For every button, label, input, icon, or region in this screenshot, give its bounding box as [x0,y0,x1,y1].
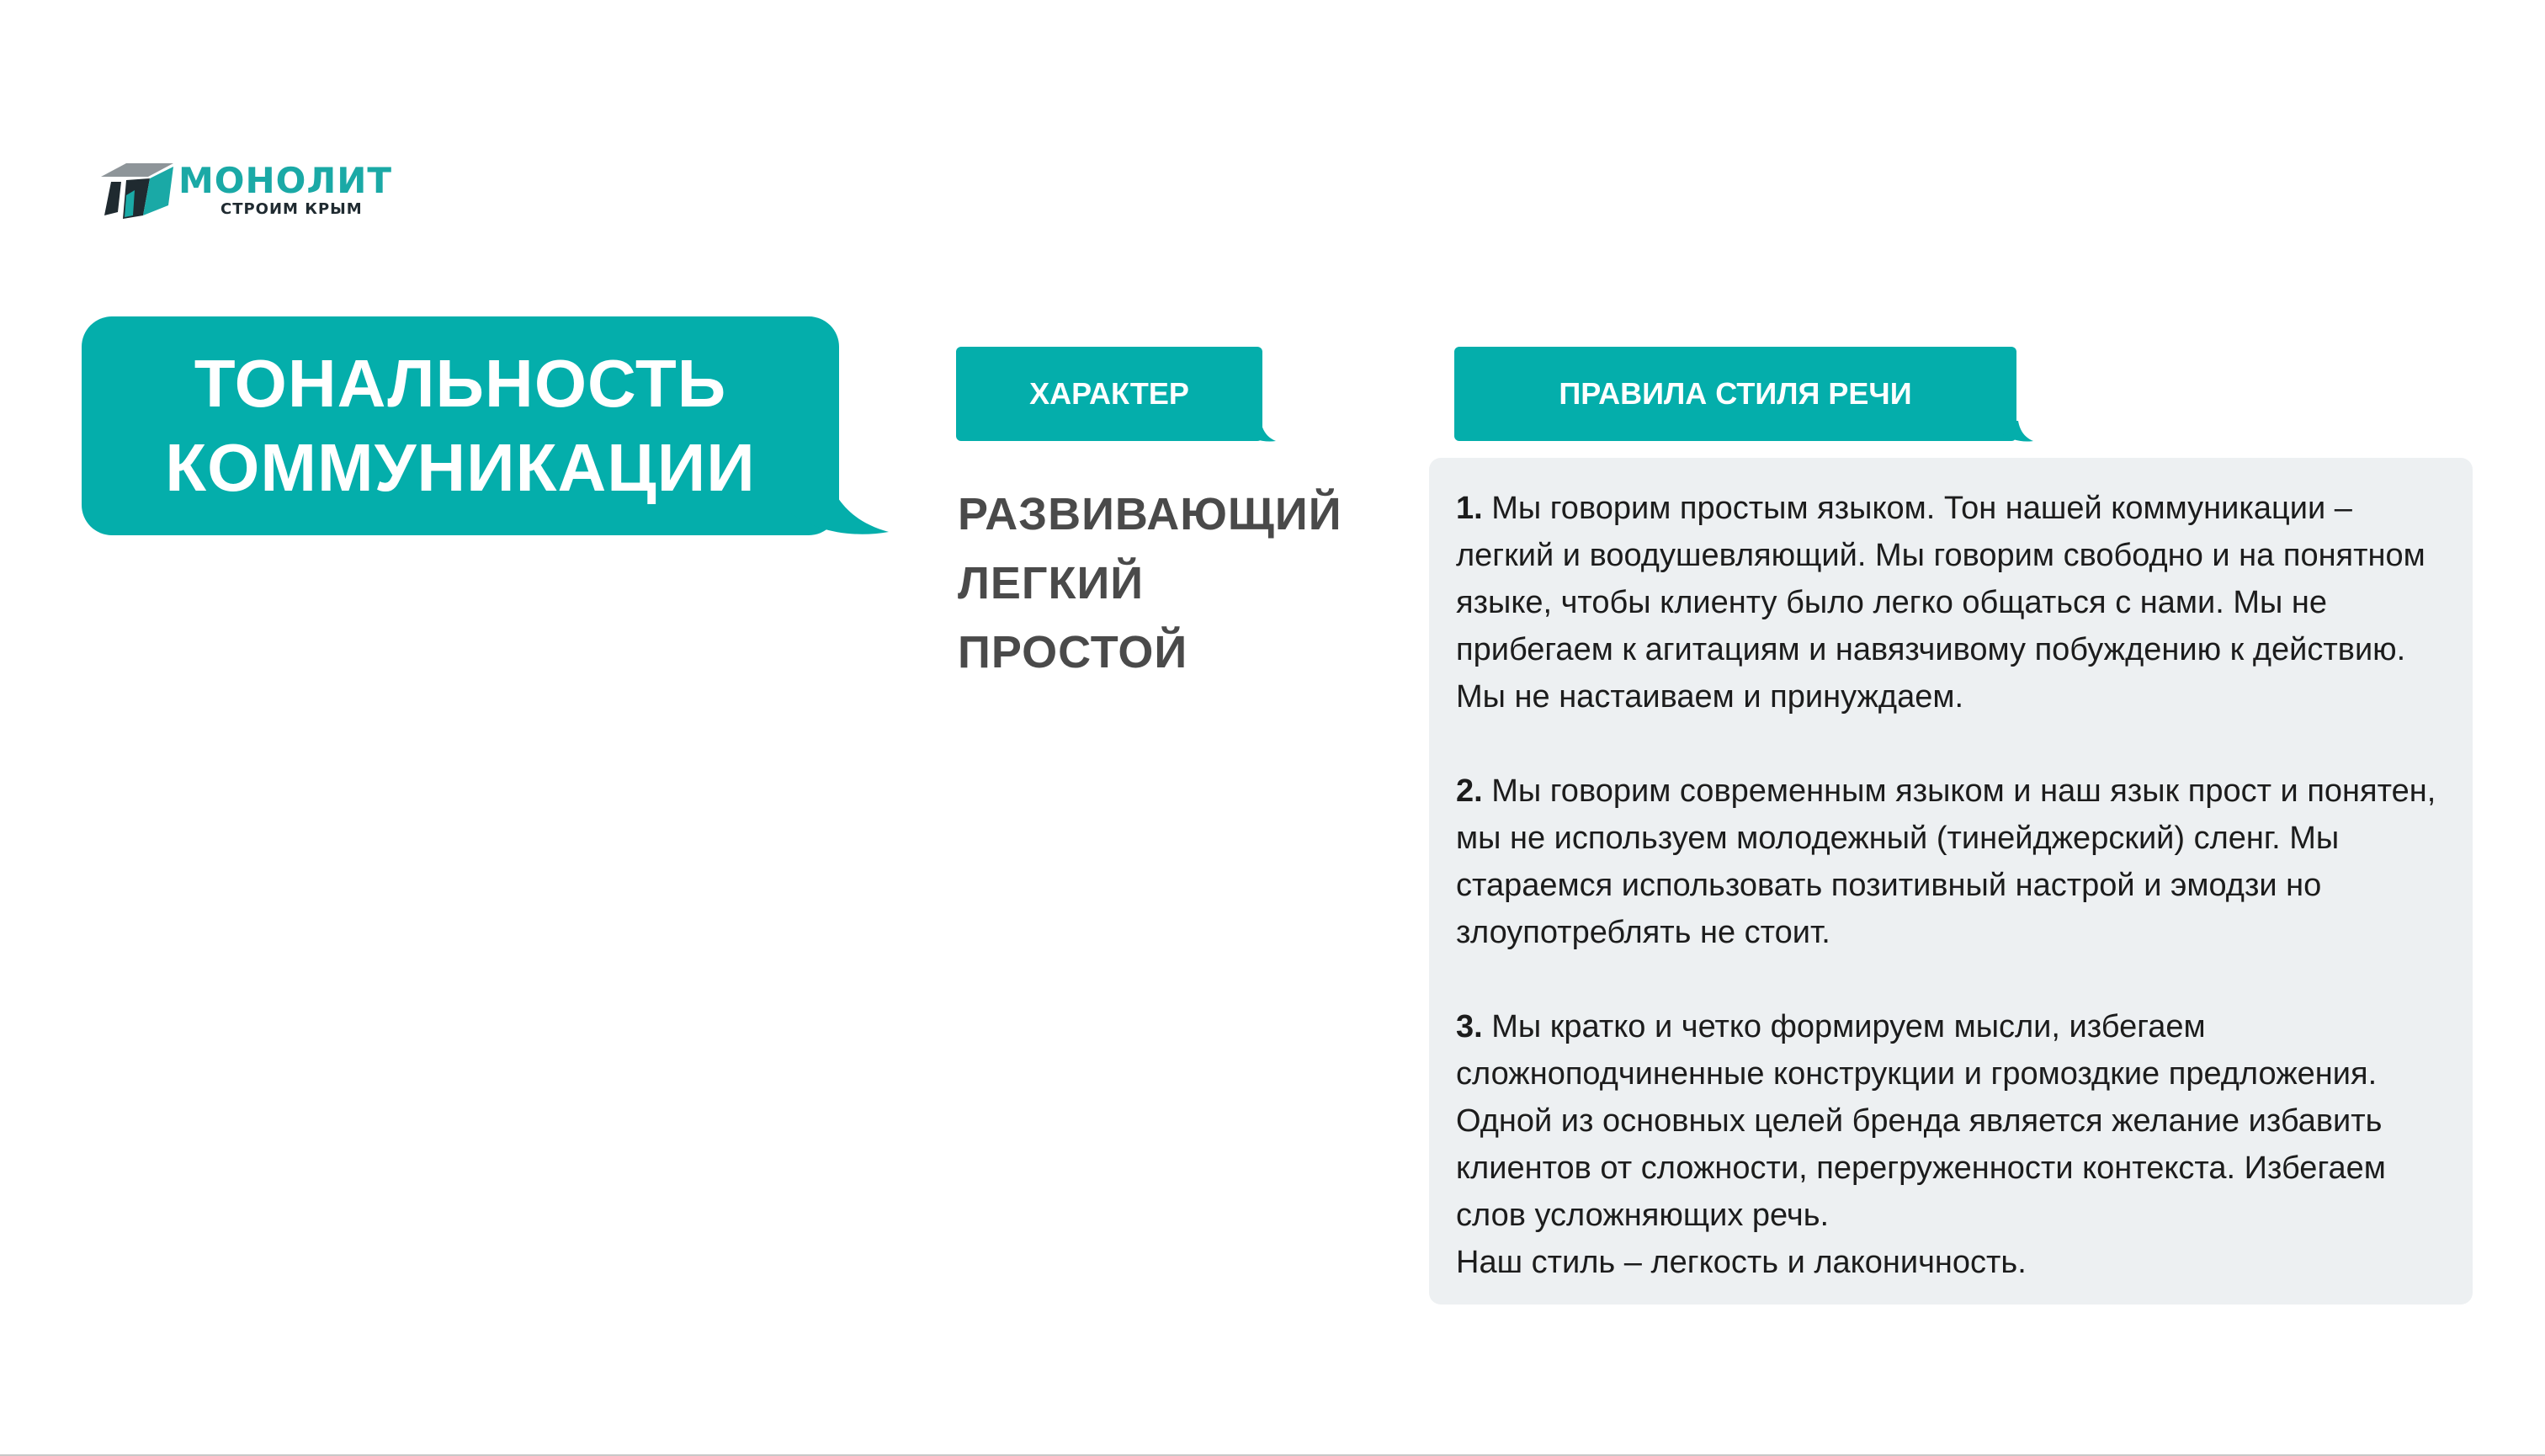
rule-item-1 [1456,485,2457,720]
monolith-logo-icon [101,162,178,222]
rule-number: 1. [1456,491,1483,526]
page-title [82,342,839,510]
character-label-tail [1246,421,1276,443]
brand-logo [101,162,404,222]
rule-text: Мы кратко и четко формируем мысли, избегаем сложноподчиненные конструкции и громоздкие предложения. Одной из основных целей бренда является желание избавить клиентов от сложности, перегруженности контекста. Избегаем слов усложняющих речь. [1456,1009,2386,1233]
rule-number: 2. [1456,773,1483,809]
rule-text: Мы говорим современным языком и наш язык прост и понятен, мы не используем молодежный (тинейджерский) сленг. Мы стараемся использовать позитивный настрой и эмодзи но злоупотреблять не стоит. [1456,773,2436,950]
rule-text: Мы говорим простым языком. Тон нашей коммуникации – легкий и воодушевляющий. Мы говорим свободно и на понятном языке, чтобы клиенту было легко общаться с нами. Мы не прибегаем к агитациям и навязчивому побуждению к действию. Мы не настаиваем и принуждаем. [1456,491,2425,715]
character-label: ХАРАКТЕР [956,347,1262,441]
title-bubble-tail [791,471,889,539]
trait-simple: ПРОСТОЙ [958,627,1188,678]
rule-item-2 [1456,768,2457,956]
page-title-line-2: КОММУНИКАЦИИ [165,430,756,505]
speech-rules-list [1456,485,2457,1286]
speech-rules-label-tail [2003,421,2033,443]
trait-light: ЛЕГКИЙ [958,558,1145,608]
brand-tagline: СТРОИМ КРЫМ [220,200,363,218]
rule-closing: Наш стиль – легкость и лаконичность. [1456,1245,2027,1280]
character-traits [958,480,1342,687]
title-bubble [82,316,839,535]
brand-name: МОНОЛИТ [178,160,393,201]
trait-developing: РАЗВИВАЮЩИЙ [958,489,1342,539]
rule-number: 3. [1456,1009,1483,1044]
speech-rules-panel [1429,458,2473,1305]
speech-rules-label: ПРАВИЛА СТИЛЯ РЕЧИ [1454,347,2016,441]
rule-item-3 [1456,1003,2457,1286]
page-title-line-1: ТОНАЛЬНОСТЬ [194,346,727,421]
